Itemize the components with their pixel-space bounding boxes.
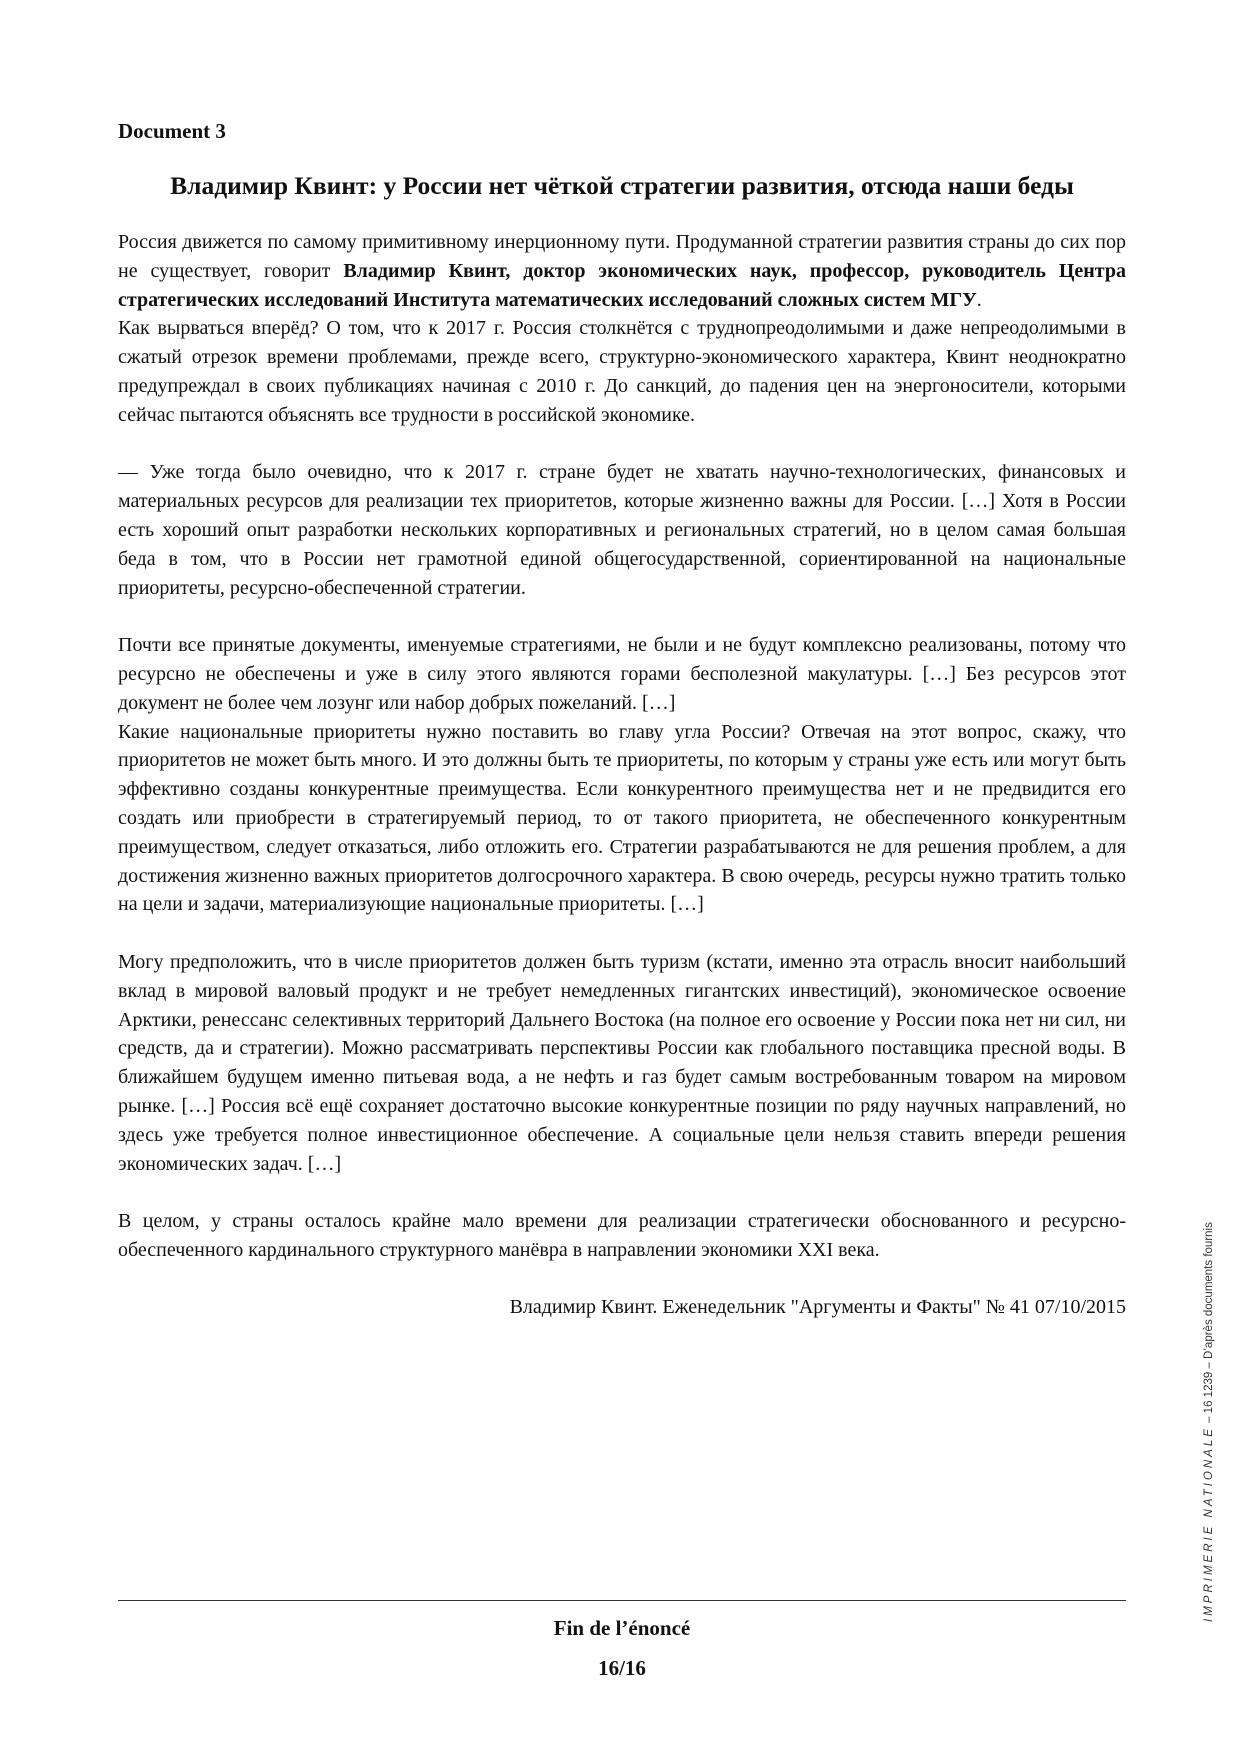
intro-paragraph <box>118 228 1126 314</box>
paragraph: В целом, у страны осталось крайне мало времени для реализации стратегически обоснованного и ресурсно-обеспеченного кардинального структурного манёвра в направлении экономики XXI века. <box>118 1210 1126 1261</box>
footer-divider <box>118 1600 1126 1601</box>
paragraph: Могу предположить, что в числе приоритетов должен быть туризм (кстати, именно эта отрасль вносит наибольший вклад в мировой валовый продукт и не требует немедленных гигантских инвестиций), экономическое освоение Арктики, ренессанс селективных территорий Дальнего Востока (на полное его освоение у России пока нет ни сил, ни средств, да и стратегии). Можно рассматривать перспективы России как глобального поставщика пресной воды. В ближайшем будущем именно питьевая вода, а не нефть и газ будет самым востребованным товаром на мировом рынке. […] Россия всё ещё сохраняет достаточно высокие конкурентные позиции по ряду научных направлений, но здесь уже требуется полное инвестиционное обеспечение. А социальные цели нельзя ставить впереди решения экономических задач. […] <box>118 950 1126 1175</box>
source-citation: Владимир Квинт. Еженедельник "Аргументы и Факты" № 41 07/10/2015 <box>509 1295 1126 1318</box>
intro-end: . <box>976 288 982 311</box>
print-note: D’après documents fournis <box>1203 1222 1215 1359</box>
article-title: Владимир Квинт: у России нет чёткой стратегии развития, отсюда наши беды <box>170 171 1074 200</box>
print-code: 16 1239 <box>1203 1371 1215 1414</box>
end-of-statement: Fin de l’énoncé <box>553 1616 691 1640</box>
author-credentials: Владимир Квинт, доктор экономических наук, профессор, руководитель Центра стратегических исследований Института математических исследований сложных систем МГУ <box>118 259 1126 311</box>
side-separator: – <box>1203 1413 1215 1427</box>
printer-side-mark <box>1203 1222 1215 1622</box>
side-separator: – <box>1203 1358 1215 1372</box>
paragraph: Почти все принятые документы, именуемые стратегиями, не были и не будут комплексно реализованы, потому что ресурсно не обеспечены и уже в силу этого являются горами бесполезной макулатуры. […] Без ресурсов этот документ не более чем лозунг или набор добрых пожеланий. […] <box>118 634 1126 714</box>
article-body <box>118 228 1126 1265</box>
paragraph: — Уже тогда было очевидно, что к 2017 г. стране будет не хватать научно-технологических, финансовых и материальных ресурсов для реализации тех приоритетов, которые жизненно важны для России. […] Хотя в России есть хороший опыт разработки нескольких корпоративных и региональных стратегий, но в целом самая большая беда в том, что в России нет грамотной единой общегосударственной, сориентированной на национальные приоритеты, ресурсно-обеспеченной стратегии. <box>118 461 1126 599</box>
page-number: 16/16 <box>598 1656 646 1680</box>
printer-name: IMPRIMERIE NATIONALE <box>1203 1426 1215 1622</box>
intro-text: Россия движется по самому примитивному инерционному пути. Продуманной стратегии развития страны до сих пор не существует, говорит <box>118 231 1126 282</box>
paragraph: Какие национальные приоритеты нужно поставить во главу угла России? Отвечая на этот вопрос, скажу, что приоритетов не может быть много. И это должны быть те приоритеты, по которым у страны уже есть или могут быть эффективно созданы конкурентные преимущества. Если конкурентного преимущества нет и не предвидится его создать или приобрести в стратегируемый период, то от такого приоритета, не обеспеченного конкурентным преимуществом, следует отказаться, либо отложить его. Стратегии разрабатываются не для решения проблем, а для достижения жизненно важных приоритетов долгосрочного характера. В свою очередь, ресурсы нужно тратить только на цели и задачи, материализующие национальные приоритеты. […] <box>118 720 1126 916</box>
paragraph: Как вырваться вперёд? О том, что к 2017 г. Россия столкнётся с труднопреодолимыми и даже непреодолимыми в сжатый отрезок времени проблемами, прежде всего, структурно-экономического характера, Квинт неоднократно предупреждал в своих публикациях начиная с 2010 г. До санкций, до падения цен на энергоносители, которыми сейчас пытаются объяснять все трудности в российской экономике. <box>118 317 1126 426</box>
document-page <box>118 118 1126 1341</box>
document-label: Document 3 <box>118 119 226 143</box>
